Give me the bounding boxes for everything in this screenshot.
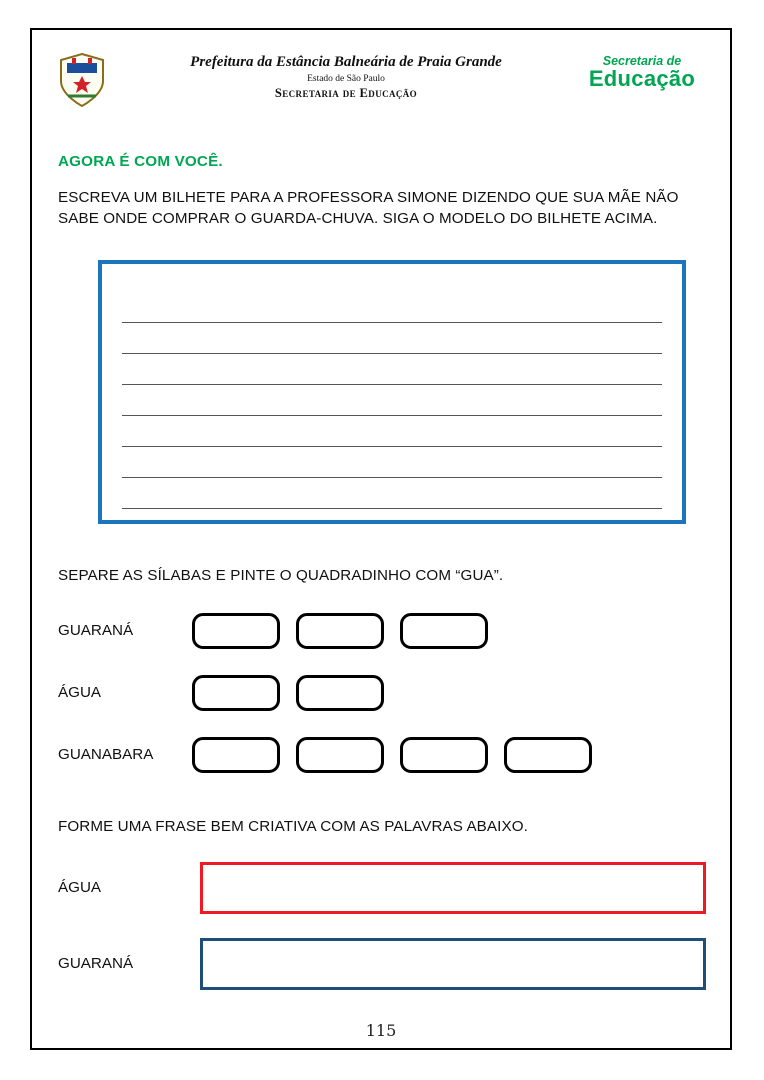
- writing-line: [122, 292, 662, 323]
- header-department: Secretaria de Educação: [274, 86, 418, 100]
- note-writing-box[interactable]: [98, 260, 686, 524]
- header-text-block: [114, 50, 578, 101]
- writing-line: [122, 447, 662, 478]
- syllable-box[interactable]: [192, 675, 280, 711]
- phrase-answer-box[interactable]: [200, 862, 706, 914]
- writing-line: [122, 385, 662, 416]
- education-dept-logo: [578, 50, 706, 92]
- education-logo-line2: Educação: [588, 66, 696, 91]
- syllable-box[interactable]: [296, 613, 384, 649]
- syllable-row: [58, 737, 706, 773]
- instruction-phrase: FORME UMA FRASE BEM CRIATIVA COM AS PALAVRAS ABAIXO.: [58, 817, 528, 835]
- writing-line: [122, 478, 662, 509]
- section-heading: AGORA É COM VOCÊ.: [58, 153, 223, 170]
- writing-line: [122, 323, 662, 354]
- phrase-row: [58, 938, 706, 990]
- city-crest-logo: [58, 50, 114, 113]
- syllable-box[interactable]: [400, 613, 488, 649]
- header: [58, 50, 706, 113]
- syllable-boxes: [192, 737, 592, 773]
- phrase-row: [58, 862, 706, 914]
- header-subtitle: Estado de São Paulo: [307, 74, 385, 84]
- syllable-row: [58, 675, 706, 711]
- syllable-box[interactable]: [296, 737, 384, 773]
- syllable-box[interactable]: [296, 675, 384, 711]
- writing-line: [122, 354, 662, 385]
- phrase-answer-box[interactable]: [200, 938, 706, 990]
- instruction-write-note: ESCREVA UM BILHETE PARA A PROFESSORA SIMONE DIZENDO QUE SUA MÃE NÃO SABE ONDE COMPRAR O GUARDA-CHUVA. SIGA O MODELO DO BILHETE ACIMA.: [58, 189, 679, 227]
- syllable-word-label: ÁGUA: [58, 684, 102, 702]
- syllable-row: [58, 613, 706, 649]
- syllable-boxes: [192, 675, 384, 711]
- crest-graphic: [58, 52, 106, 108]
- page-border-frame: [30, 28, 732, 1050]
- instruction-syllables: SEPARE AS SÍLABAS E PINTE O QUADRADINHO COM “GUA”.: [58, 566, 504, 584]
- syllable-box[interactable]: [192, 613, 280, 649]
- syllable-word-label: GUANABARA: [58, 746, 154, 764]
- syllable-word-label: GUARANÁ: [58, 622, 134, 640]
- syllable-box[interactable]: [504, 737, 592, 773]
- education-logo-line1: Secretaria de: [602, 54, 682, 68]
- writing-line: [122, 416, 662, 447]
- syllable-box[interactable]: [192, 737, 280, 773]
- phrase-word-label: GUARANÁ: [58, 955, 134, 973]
- phrase-word-label: ÁGUA: [58, 879, 102, 897]
- page-number: 115: [365, 1021, 397, 1040]
- header-title: Prefeitura da Estância Balneária de Praia Grande: [190, 54, 502, 70]
- syllable-box[interactable]: [400, 737, 488, 773]
- syllable-boxes: [192, 613, 488, 649]
